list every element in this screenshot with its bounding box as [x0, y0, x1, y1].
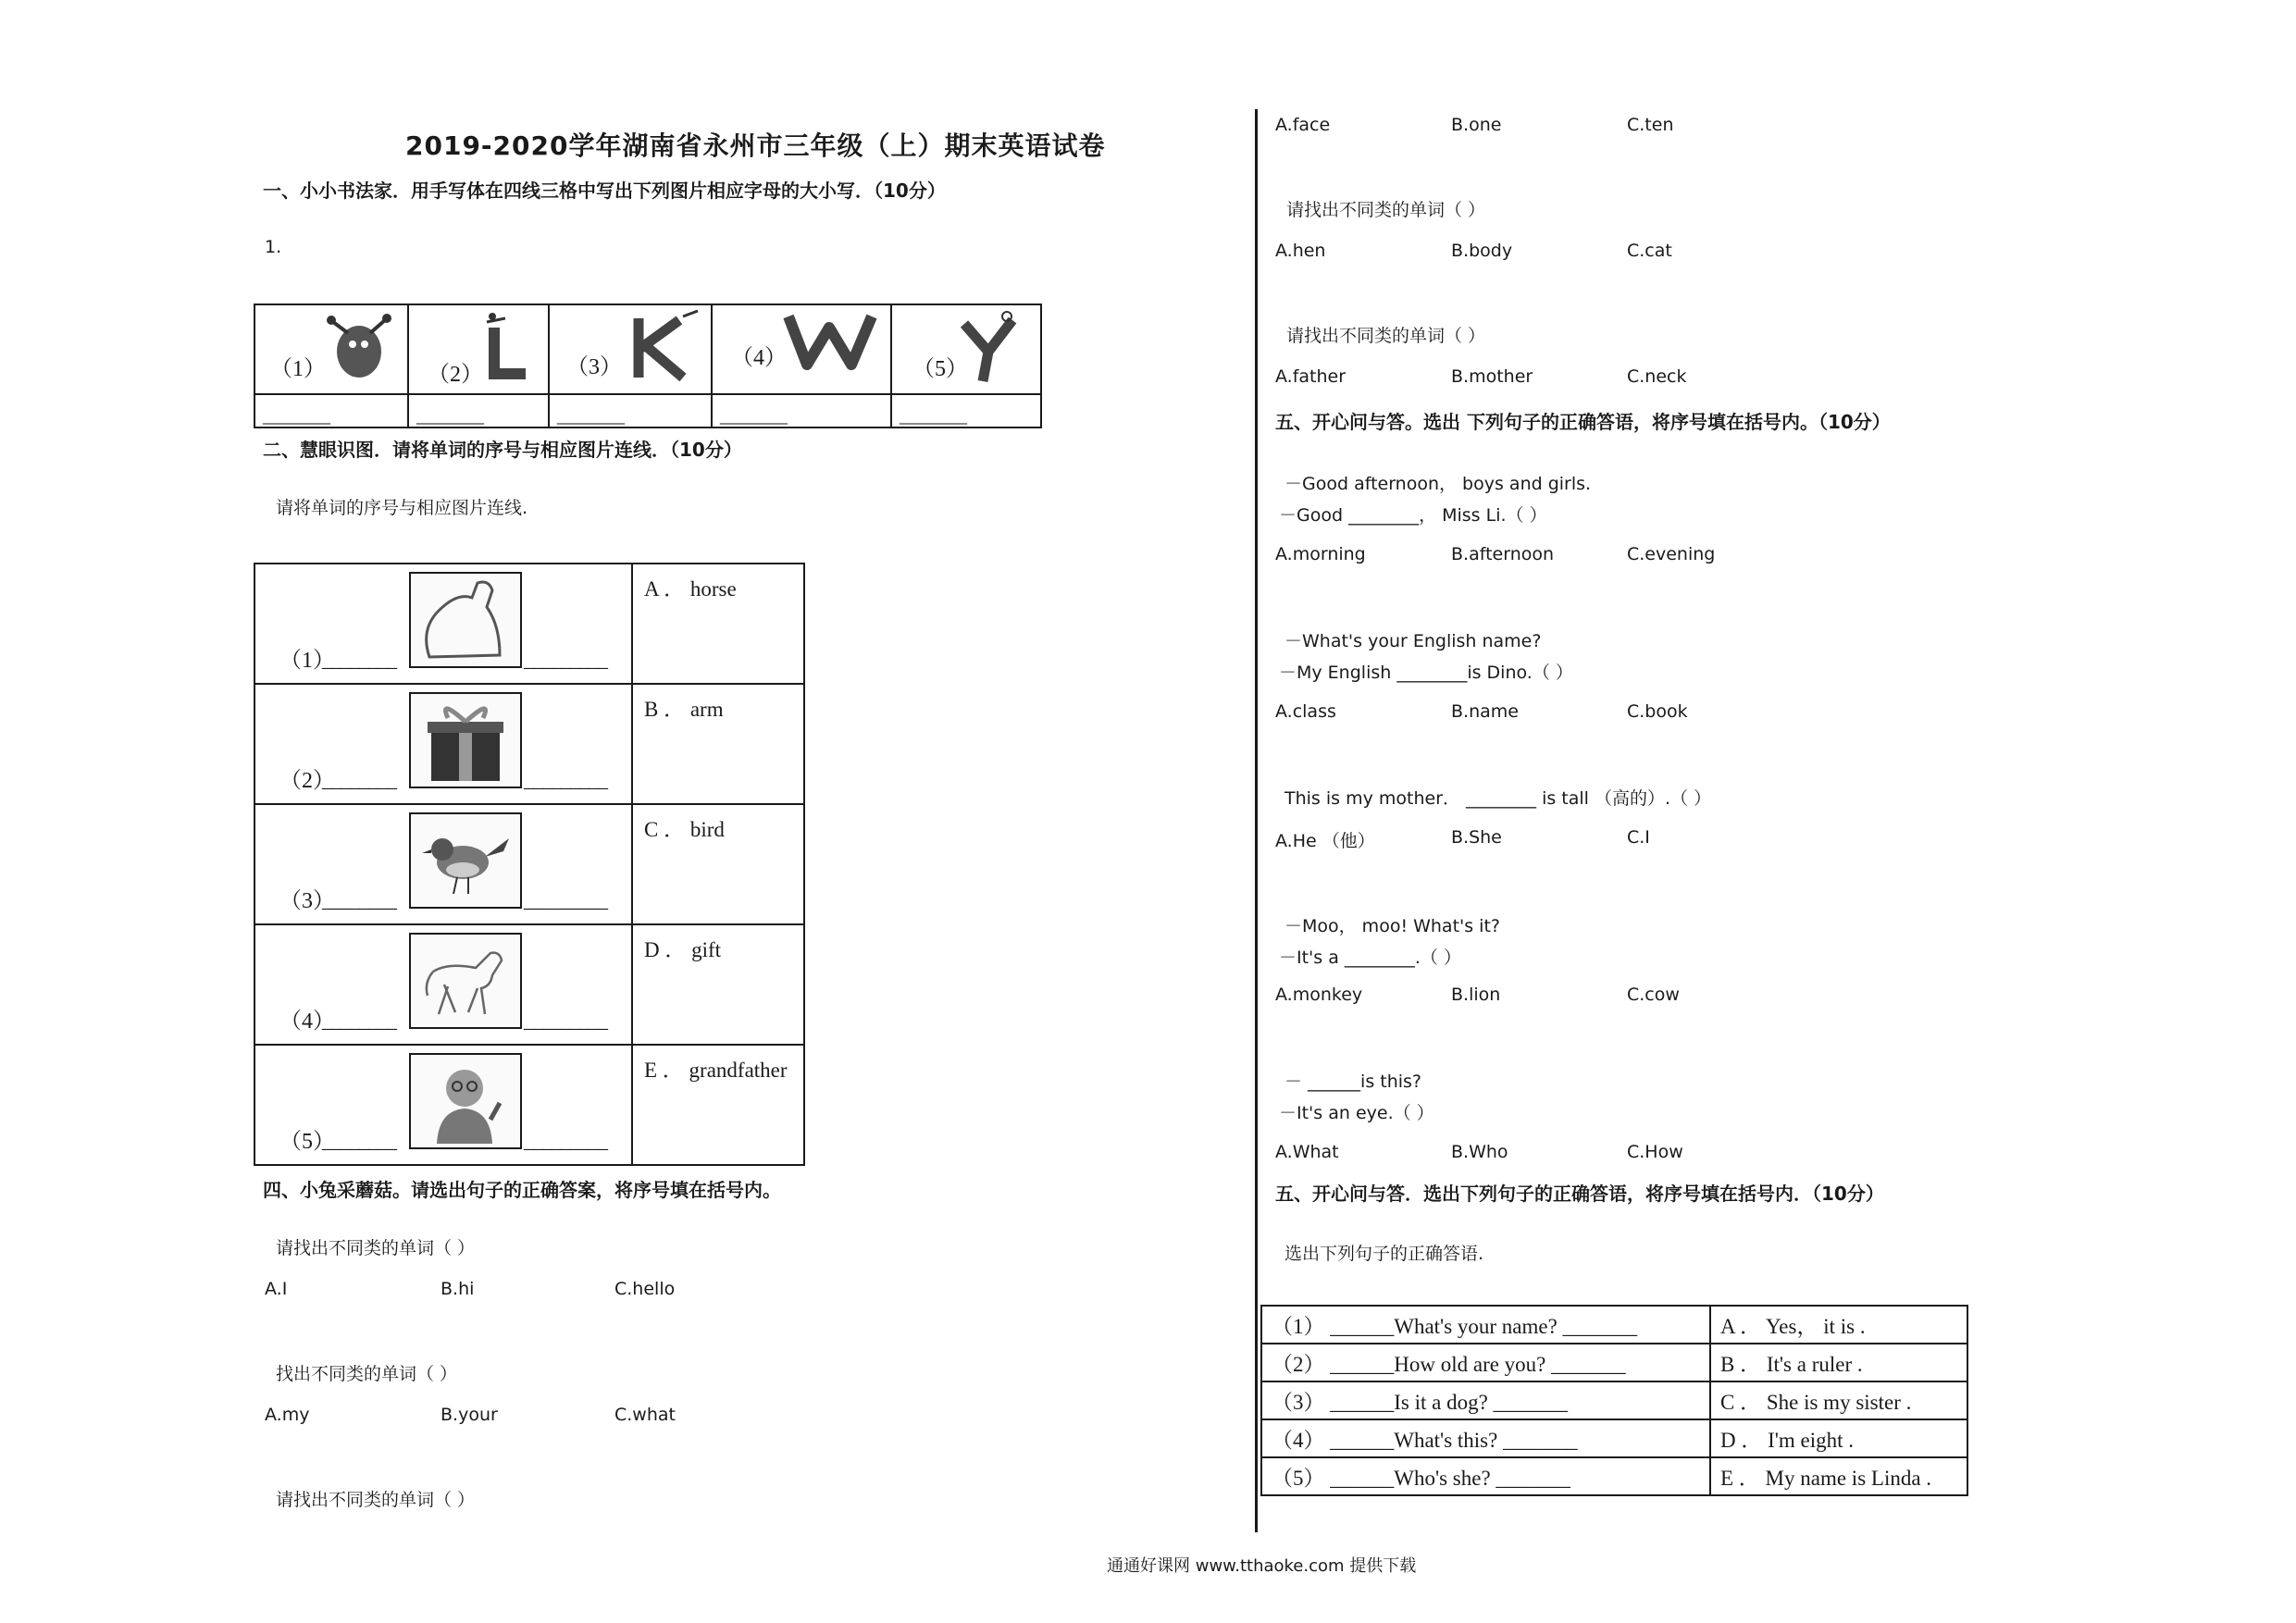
option-a[interactable]: A.morning [1275, 544, 1366, 564]
option-c[interactable]: C.hello [614, 1279, 676, 1299]
grandfather-icon [409, 1053, 522, 1149]
answer-blank[interactable]: ________ [322, 768, 396, 791]
section4-heading: 四、小兔采蘑菇。请选出句子的正确答案，将序号填在括号内。 [263, 1179, 781, 1201]
option-c[interactable]: C.cat [1627, 241, 1672, 261]
answer-blank: ________ [557, 406, 624, 427]
letter-cell-number: （4） [731, 346, 787, 370]
column-divider [1255, 109, 1258, 1532]
word-option: E ． grandfather [644, 1059, 788, 1082]
matching-word-5[interactable] [632, 1045, 804, 1165]
row-number: （2） [279, 769, 335, 793]
section2-instruction: 请将单词的序号与相应图片连线. [276, 498, 528, 518]
letter-answer-line[interactable] [892, 395, 1040, 427]
answer-blank: ________ [720, 406, 787, 427]
option-b[interactable]: B.one [1451, 115, 1502, 135]
row-number: （5） [279, 1130, 335, 1154]
section5b-instruction: 选出下列句子的正确答语. [1285, 1244, 1484, 1264]
letter-cell-number: （2） [428, 363, 483, 387]
word-option: A ． horse [644, 577, 737, 601]
option-c[interactable]: C.ten [1627, 115, 1674, 135]
row-number: （4） [279, 1010, 335, 1034]
question-cell[interactable]: （3） ______Is it a dog? _______ [1261, 1381, 1710, 1419]
question-prompt: 找出不同类的单词（ ） [276, 1364, 458, 1384]
option-c[interactable]: C.How [1627, 1142, 1683, 1162]
gift-icon [409, 692, 522, 788]
letter-answer-line[interactable] [409, 395, 548, 427]
letter-cell-number: （5） [912, 357, 968, 381]
answer-blank[interactable]: ________ [322, 648, 396, 671]
section5a-heading: 五、开心问与答。选出 下列句子的正确答语，将序号填在括号内。（10分） [1275, 411, 1891, 433]
bird-icon [409, 812, 522, 909]
dialogue-line: －Good ________， Miss Li.（ ） [1279, 505, 1547, 526]
question-prompt: 请找出不同类的单词（ ） [276, 1490, 476, 1510]
option-b[interactable]: B.Who [1451, 1142, 1508, 1162]
option-a[interactable]: A.monkey [1275, 985, 1363, 1005]
option-c[interactable]: C.neck [1627, 366, 1687, 387]
answer-blank[interactable]: ________ [322, 888, 396, 911]
letter-cell-2 [409, 305, 548, 393]
answer-blank[interactable]: _________ [524, 1129, 607, 1152]
answer-match-table [1260, 1305, 1968, 1496]
dialogue-line: －What's your English name? [1285, 631, 1542, 651]
answer-blank: ________ [416, 406, 483, 427]
section1-heading: 一、小小书法家．用手写体在四线三格中写出下列图片相应字母的大小写．（10分） [263, 180, 946, 202]
dialogue-line: －Moo， moo! What's it? [1285, 916, 1500, 936]
letter-cell-number: （1） [270, 357, 326, 381]
letter-cell-1 [255, 305, 407, 393]
question-cell[interactable]: （2） ______How old are you? _______ [1261, 1344, 1710, 1381]
section5b-heading: 五、开心问与答．选出下列句子的正确答语，将序号填在括号内．（10分） [1275, 1183, 1884, 1205]
letter-w-picture-icon [779, 307, 881, 372]
letter-answer-line[interactable] [713, 395, 890, 427]
matching-row-4 [254, 924, 632, 1045]
word-option: B ． arm [644, 698, 724, 721]
option-a[interactable]: A.He （他） [1275, 831, 1375, 851]
option-b[interactable]: B.mother [1451, 366, 1533, 387]
matching-word-1[interactable] [632, 564, 804, 684]
dialogue-line: －It's a ________.（ ） [1279, 948, 1461, 968]
option-b[interactable]: B.name [1451, 701, 1519, 722]
option-b[interactable]: B.your [441, 1405, 498, 1425]
answer-cell: A ． Yes， it is . [1710, 1306, 1967, 1344]
letter-answer-line[interactable] [255, 395, 407, 427]
matching-row-1 [254, 564, 632, 684]
letter-cell-4 [713, 305, 890, 393]
answer-cell: C ． She is my sister . [1710, 1381, 1967, 1419]
letter-y-picture-icon [951, 309, 1025, 387]
option-c[interactable]: C.I [1627, 827, 1650, 848]
answer-blank: ________ [263, 406, 329, 427]
question-cell[interactable]: （5） ______Who's she? _______ [1261, 1457, 1710, 1495]
dialogue-line: －It's an eye.（ ） [1279, 1103, 1434, 1123]
option-b[interactable]: B.body [1451, 241, 1513, 261]
option-a[interactable]: A.hen [1275, 241, 1326, 261]
answer-cell: E ． My name is Linda . [1710, 1457, 1967, 1495]
question-cell[interactable]: （4） ______What's this? _______ [1261, 1419, 1710, 1457]
option-c[interactable]: C.cow [1627, 985, 1680, 1005]
option-a[interactable]: A.class [1275, 701, 1336, 722]
row-number: （3） [279, 889, 335, 913]
question-prompt: 请找出不同类的单词（ ） [1286, 326, 1486, 346]
option-a[interactable]: A.my [265, 1405, 310, 1425]
matching-word-2[interactable] [632, 684, 804, 804]
option-a[interactable]: A.father [1275, 366, 1347, 387]
matching-row-5 [254, 1045, 632, 1165]
dialogue-line: －My English ________is Dino.（ ） [1279, 663, 1573, 683]
answer-cell: B ． It's a ruler . [1710, 1344, 1967, 1381]
letter-k-picture-icon [618, 307, 701, 385]
option-c[interactable]: C.what [614, 1405, 676, 1425]
option-a[interactable]: A.face [1275, 115, 1331, 135]
letter-cell-5 [892, 305, 1040, 393]
dialogue-line: This is my mother． ________ is tall （高的）.（ ） [1285, 788, 1712, 809]
matching-table [254, 563, 805, 1166]
matching-word-4[interactable] [632, 924, 804, 1045]
section2-heading: 二、慧眼识图．请将单词的序号与相应图片连线．（10分） [263, 439, 742, 461]
option-a[interactable]: A.What [1275, 1142, 1339, 1162]
horse-icon [409, 933, 522, 1029]
matching-word-3[interactable] [632, 804, 804, 924]
answer-blank: ________ [900, 406, 966, 427]
option-b[interactable]: B.She [1451, 827, 1502, 848]
word-option: C ． bird [644, 818, 725, 841]
dialogue-line: －Good afternoon， boys and girls. [1285, 474, 1592, 494]
answer-cell: D ． I'm eight . [1710, 1419, 1967, 1457]
question-cell[interactable]: （1） ______What's your name? _______ [1261, 1306, 1710, 1344]
dialogue-line: － ______is this? [1285, 1072, 1422, 1092]
page-title: 2019-2020学年湖南省永州市三年级（上）期末英语试卷 [405, 130, 1106, 161]
answer-blank[interactable]: _________ [524, 768, 607, 791]
arm-icon [409, 572, 522, 668]
answer-blank[interactable]: _________ [524, 648, 607, 671]
row-number: （1） [279, 649, 335, 673]
matching-row-3 [254, 804, 632, 924]
option-a[interactable]: A.I [265, 1279, 288, 1299]
letter-answer-line[interactable] [550, 395, 711, 427]
letter-table [254, 304, 1042, 428]
letter-cell-3 [550, 305, 711, 393]
answer-blank[interactable]: ________ [322, 1009, 396, 1032]
option-c[interactable]: C.book [1627, 701, 1688, 722]
option-b[interactable]: B.afternoon [1451, 544, 1555, 564]
question-prompt: 请找出不同类的单词（ ） [1286, 200, 1486, 220]
word-option: D ． gift [644, 938, 722, 961]
option-b[interactable]: B.hi [441, 1279, 475, 1299]
letter-cell-number: （3） [566, 355, 622, 379]
option-b[interactable]: B.lion [1451, 985, 1501, 1005]
answer-blank[interactable]: _________ [524, 888, 607, 911]
answer-blank[interactable]: ________ [322, 1129, 396, 1152]
answer-blank[interactable]: _________ [524, 1009, 607, 1032]
page-footer: 通通好课网 www.tthaoke.com 提供下载 [1107, 1556, 1417, 1576]
letter-a-picture-icon [320, 309, 394, 383]
letter-l-picture-icon [474, 309, 539, 389]
option-c[interactable]: C.evening [1627, 544, 1716, 564]
question-prompt: 请找出不同类的单词（ ） [276, 1238, 476, 1258]
question-number: 1. [265, 237, 282, 257]
matching-row-2 [254, 684, 632, 804]
